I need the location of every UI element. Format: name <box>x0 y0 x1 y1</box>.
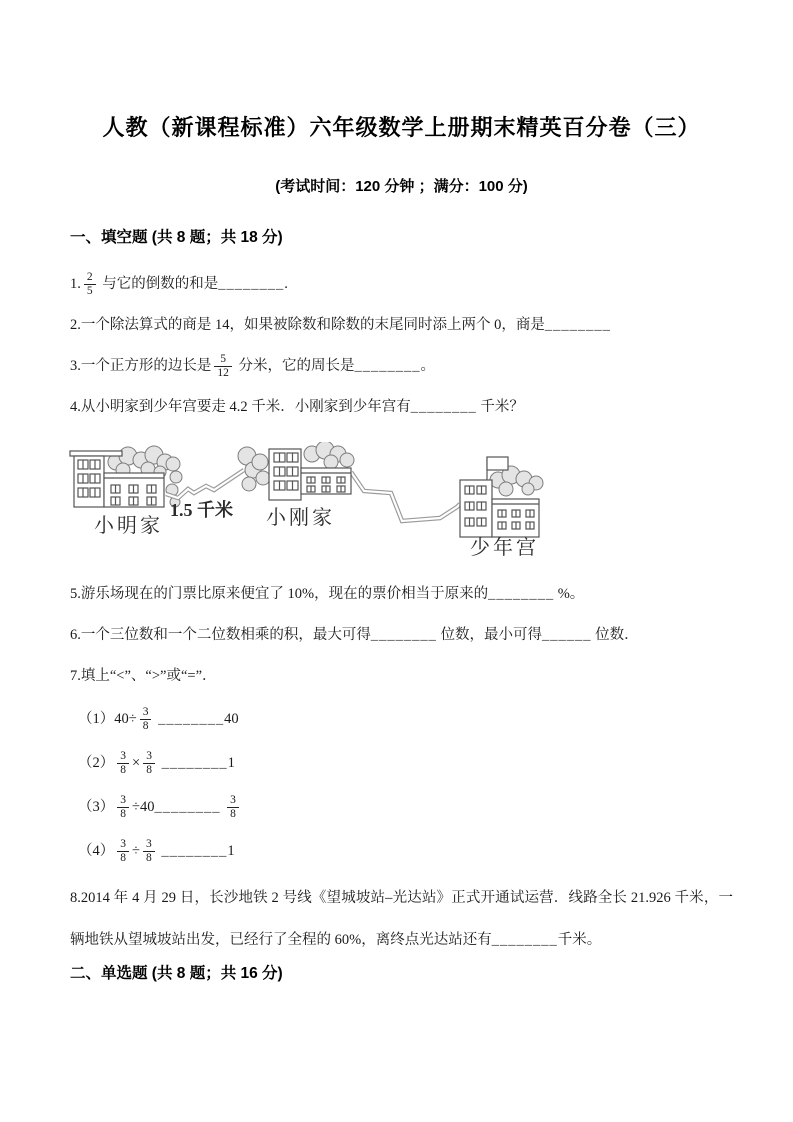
q6-tail: 位数． <box>591 627 639 643</box>
question-6 <box>70 615 733 656</box>
fraction-3-8 <box>117 838 129 865</box>
q7-item-4 <box>70 829 733 873</box>
fraction-3-8 <box>227 794 239 821</box>
q7-text: 7.填上“<”、“>”或“=”． <box>70 668 217 684</box>
fraction-denominator: 8 <box>227 807 239 821</box>
fraction-numerator: 2 <box>86 270 93 283</box>
q6-mid: 位数，最小可得 <box>436 627 542 643</box>
fraction-numerator: 3 <box>120 749 126 762</box>
question-8 <box>70 877 733 961</box>
fraction-5-12 <box>214 353 232 380</box>
question-7 <box>70 656 733 697</box>
fraction-numerator: 3 <box>145 837 152 850</box>
q1-tail: . <box>284 276 288 292</box>
item-rhs: 1 <box>227 843 235 859</box>
flag <box>487 457 508 470</box>
q3-lead: 3.一个正方形的边长是 <box>70 358 212 374</box>
q4-text: 4.从小明家到少年宫要走 4.2 千米．小刚家到少年宫有 <box>70 399 411 415</box>
q2-blank: ________ <box>544 317 611 333</box>
fraction-3-8 <box>117 794 129 821</box>
q3-blank: ________ <box>354 358 421 374</box>
q7-item-3 <box>70 785 733 829</box>
fraction-2-5 <box>84 271 96 298</box>
fraction-3-8 <box>117 750 129 777</box>
q3-tail: 。 <box>420 358 435 374</box>
question-2 <box>70 305 733 346</box>
fraction-denominator: 8 <box>140 719 152 733</box>
fraction-denominator: 5 <box>84 284 96 298</box>
item-label: （4） <box>78 843 115 859</box>
q6-lead: 6.一个三位数和一个二位数相乘的积，最大可得 <box>70 627 371 643</box>
fraction-3-8 <box>143 750 155 777</box>
q7-item-3-blank: ________ <box>154 799 221 815</box>
q5-blank: ________ <box>488 586 555 602</box>
q8-text: 8.2014 年 4 月 29 日，长沙地铁 2 号线《望城坡站–光达站》正式开通试运营．线路全长 21.926 千米，一辆地铁从望城坡站出发，已经行了全程的 60%，离终点光达站还有 <box>70 890 733 948</box>
item-label: （2） <box>78 755 115 771</box>
q4-tail: 千米？ <box>476 399 524 415</box>
label-youth-palace: 少年宫 <box>470 537 539 558</box>
q8-blank: ________ <box>491 932 558 948</box>
section-2-heading: 二、单选题 (共 8 题；共 16 分) <box>70 965 283 982</box>
q1-number: 1. <box>70 276 81 292</box>
q8-tail: 千米。 <box>557 932 602 948</box>
fraction-numerator: 3 <box>146 749 152 762</box>
q5-text: 5.游乐场现在的门票比原来便宜了 10%，现在的票价相当于原来的 <box>70 586 489 602</box>
question-4 <box>70 387 733 428</box>
item-label: （1） <box>78 711 115 727</box>
exam-info: (考试时间：120 分钟 ；满分：100 分) <box>275 178 528 195</box>
q1-text: 与它的倒数的和是 <box>98 276 219 292</box>
fraction-3-8 <box>140 706 152 733</box>
q3-mid: 分米，它的周长是 <box>234 358 355 374</box>
label-distance-1-5km: 1.5 千米 <box>170 500 233 520</box>
fraction-numerator: 3 <box>142 705 149 718</box>
item-rhs: 1 <box>227 755 235 771</box>
fraction-numerator: 3 <box>230 793 236 806</box>
fraction-denominator: 8 <box>117 807 129 821</box>
page-title: 人教（新课程标准）六年级数学上册期末精英百分卷（三） <box>102 115 701 140</box>
question-5 <box>70 574 733 615</box>
item-operator: × <box>132 755 141 771</box>
building-youth-palace <box>460 457 539 537</box>
fraction-denominator: 8 <box>117 763 129 777</box>
q6-blank-1: ________ <box>370 627 437 643</box>
q7-item-2-blank: ________ <box>161 755 228 771</box>
fraction-denominator: 12 <box>214 366 232 380</box>
fraction-numerator: 3 <box>120 837 126 850</box>
label-xiaogang-home: 小刚家 <box>266 507 335 529</box>
q7-item-1-blank: ________ <box>158 711 225 727</box>
item-operator: ÷40 <box>132 799 155 815</box>
fraction-denominator: 8 <box>143 763 155 777</box>
item-rhs: 40 <box>224 711 239 727</box>
section-1-heading: 一、填空题 (共 8 题；共 18 分) <box>70 229 283 246</box>
q7-item-2 <box>70 741 733 785</box>
item-label: （3） <box>78 799 115 815</box>
fraction-numerator: 5 <box>220 352 226 365</box>
q2-text: 2.一个除法算式的商是 14，如果被除数和除数的末尾同时添上两个 0，商是 <box>70 317 545 333</box>
fraction-denominator: 8 <box>117 851 129 865</box>
q6-blank-2: ______ <box>542 627 592 643</box>
item-expr: 40÷ <box>114 711 137 727</box>
q7-item-1 <box>70 697 733 741</box>
q4-map-illustration <box>66 442 548 558</box>
q5-tail: %。 <box>554 586 585 602</box>
label-xiaoming-home: 小明家 <box>94 515 163 537</box>
q1-blank: ________ <box>218 276 285 292</box>
road-2 <box>351 472 460 521</box>
q4-blank: ________ <box>410 399 477 415</box>
fraction-denominator: 8 <box>143 851 155 865</box>
question-3 <box>70 346 733 387</box>
q7-item-4-blank: ________ <box>161 843 228 859</box>
fraction-3-8 <box>143 838 155 865</box>
fraction-numerator: 3 <box>120 793 126 806</box>
question-1 <box>70 264 733 305</box>
item-operator: ÷ <box>132 843 140 859</box>
